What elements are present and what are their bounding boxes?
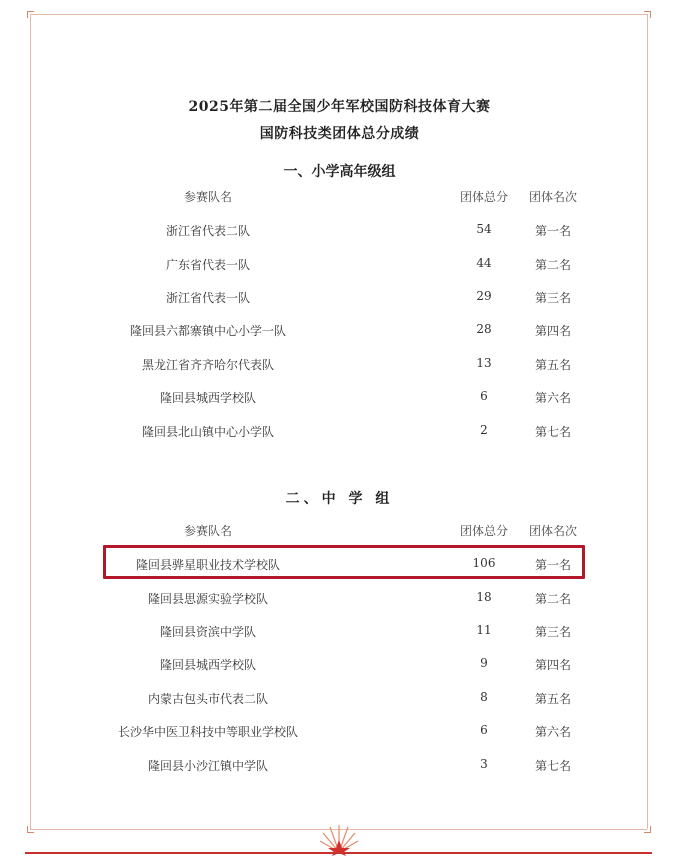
table-row xyxy=(0,256,679,276)
team-score: 44 xyxy=(476,256,492,270)
team-name: 隆回县思源实验学校队 xyxy=(147,592,268,606)
table-row xyxy=(0,222,679,242)
table-header-primary xyxy=(0,188,679,208)
team-score: 6 xyxy=(480,389,488,403)
highlight-box xyxy=(103,545,585,579)
column-header-score: 团体总分 xyxy=(459,524,508,538)
star-burst-emblem-icon xyxy=(319,822,359,856)
column-header-team: 参赛队名 xyxy=(183,524,232,538)
team-name: 黑龙江省齐齐哈尔代表队 xyxy=(141,358,274,372)
team-name: 内蒙古包头市代表二队 xyxy=(147,692,268,706)
column-header-score: 团体总分 xyxy=(459,190,508,204)
team-rank: 第七名 xyxy=(534,759,571,773)
table-row xyxy=(0,723,679,743)
team-name: 广东省代表一队 xyxy=(165,258,250,272)
team-score: 28 xyxy=(476,322,492,336)
team-rank: 第一名 xyxy=(534,558,571,572)
page-subtitle: 国防科技类团体总分成绩 xyxy=(259,126,420,142)
team-name: 长沙华中医卫科技中等职业学校队 xyxy=(117,725,298,739)
team-score: 2 xyxy=(480,423,488,437)
page-title: 2025年第二届全国少年军校国防科技体育大赛 xyxy=(188,99,491,115)
frame-corner-bottom-left xyxy=(27,826,34,833)
frame-corner-top-left xyxy=(27,11,34,18)
section-heading-primary: 一、小学高年级组 xyxy=(283,164,396,180)
team-score: 9 xyxy=(480,656,488,670)
column-header-rank: 团体名次 xyxy=(528,190,577,204)
team-score: 29 xyxy=(476,289,492,303)
frame-top-border xyxy=(30,14,647,15)
team-name: 隆回县小沙江镇中学队 xyxy=(147,759,268,773)
team-score: 8 xyxy=(480,690,488,704)
team-rank: 第五名 xyxy=(534,358,571,372)
table-row xyxy=(0,289,679,309)
frame-corner-bottom-right xyxy=(644,826,651,833)
frame-corner-top-right xyxy=(644,11,651,18)
table-row xyxy=(0,590,679,610)
team-name: 隆回县城西学校队 xyxy=(159,658,256,672)
table-row xyxy=(0,322,679,342)
team-name: 隆回县资滨中学队 xyxy=(159,625,256,639)
team-score: 3 xyxy=(480,757,488,771)
team-rank: 第二名 xyxy=(534,592,571,606)
column-header-team: 参赛队名 xyxy=(183,190,232,204)
team-score: 18 xyxy=(476,590,492,604)
team-name: 浙江省代表一队 xyxy=(165,291,250,305)
team-name: 隆回县城西学校队 xyxy=(159,391,256,405)
team-name: 浙江省代表二队 xyxy=(165,224,250,238)
table-header-secondary xyxy=(0,522,679,542)
team-rank: 第六名 xyxy=(534,391,571,405)
team-rank: 第四名 xyxy=(534,658,571,672)
table-row xyxy=(0,623,679,643)
team-rank: 第三名 xyxy=(534,625,571,639)
team-rank: 第六名 xyxy=(534,725,571,739)
team-rank: 第四名 xyxy=(534,324,571,338)
team-name: 隆回县骅星职业技术学校队 xyxy=(135,558,280,572)
team-rank: 第一名 xyxy=(534,224,571,238)
team-score: 11 xyxy=(476,623,492,637)
team-score: 54 xyxy=(476,222,492,236)
table-row xyxy=(0,356,679,376)
team-score: 106 xyxy=(472,556,496,570)
team-score: 6 xyxy=(480,723,488,737)
table-row xyxy=(0,690,679,710)
table-row xyxy=(0,757,679,777)
table-row xyxy=(0,423,679,443)
section-heading-secondary: 二、中 学 组 xyxy=(285,491,394,507)
column-header-rank: 团体名次 xyxy=(528,524,577,538)
table-row xyxy=(0,656,679,676)
team-score: 13 xyxy=(476,356,492,370)
team-rank: 第二名 xyxy=(534,258,571,272)
team-rank: 第七名 xyxy=(534,425,571,439)
team-name: 隆回县北山镇中心小学队 xyxy=(141,425,274,439)
table-row xyxy=(0,389,679,409)
team-rank: 第五名 xyxy=(534,692,571,706)
team-rank: 第三名 xyxy=(534,291,571,305)
team-name: 隆回县六都寨镇中心小学一队 xyxy=(129,324,286,338)
